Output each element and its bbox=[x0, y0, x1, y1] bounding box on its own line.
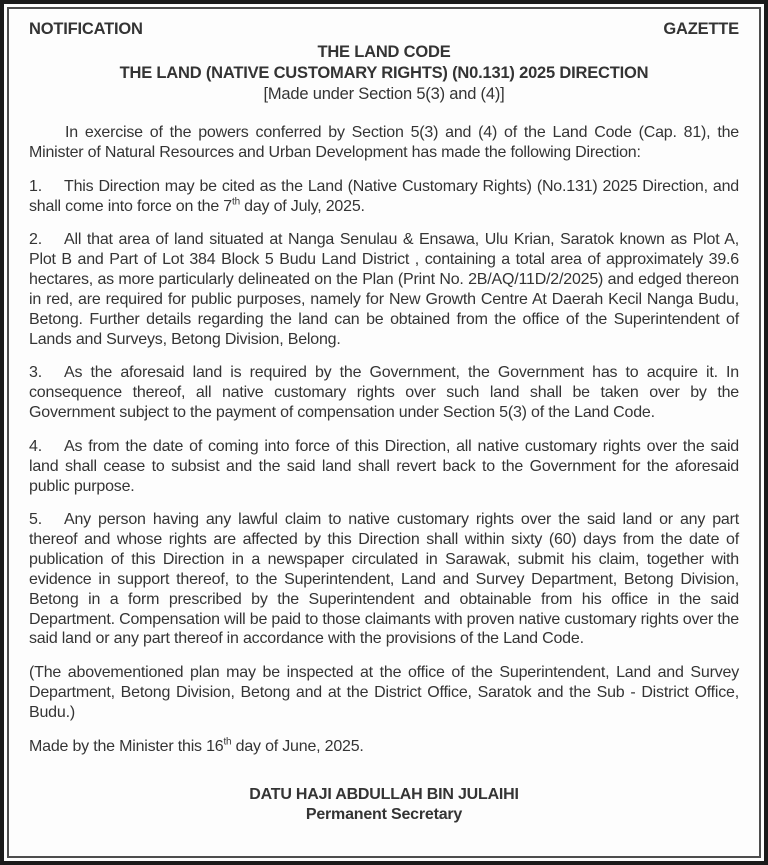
direction-item-4 bbox=[29, 437, 739, 496]
item-number: 2. bbox=[29, 231, 42, 249]
direction-item-1 bbox=[29, 177, 739, 217]
notice-frame bbox=[7, 7, 761, 858]
header-gazette-label: GAZETTE bbox=[663, 20, 739, 38]
made-by-line bbox=[29, 737, 739, 757]
item-number: 3. bbox=[29, 364, 42, 382]
title-block bbox=[29, 42, 739, 105]
item-number: 1. bbox=[29, 177, 42, 195]
header-notification-label: NOTIFICATION bbox=[29, 20, 143, 38]
header-row bbox=[29, 19, 739, 39]
item-text-tail: day of July, 2025. bbox=[239, 197, 365, 215]
signatory-title: Permanent Secretary bbox=[305, 806, 463, 824]
item-number: 5. bbox=[29, 511, 42, 529]
made-by-text: Made by the Minister this 16 bbox=[29, 737, 224, 755]
item-text: This Direction may be cited as the Land (Native Customary Rights) (No.131) 2025 Direction, and shall come into force on the 7 bbox=[29, 177, 739, 215]
item-number: 4. bbox=[29, 437, 42, 455]
ordinal-superscript: th bbox=[232, 196, 240, 208]
intro-paragraph: In exercise of the powers conferred by Section 5(3) and (4) of the Land Code (Cap. 81), the Minister of Natural Resources and Urban Development has made the following Direction: bbox=[29, 124, 739, 161]
direction-item-3 bbox=[29, 363, 739, 422]
item-text: As the aforesaid land is required by the Government, the Government has to acquire it. In consequence thereof, all native customary rights over such land shall be taken over by the Government subject to the payment of compensation under Section 5(3) of the Land Code. bbox=[29, 364, 739, 422]
direction-item-5 bbox=[29, 510, 739, 649]
ordinal-superscript: th bbox=[223, 736, 232, 748]
item-text: Any person having any lawful claim to native customary rights over the said land or any part thereof and whose rights are affected by this Direction shall within sixty (60) days from the date of publication of this Direction in a newspaper circulated in Sarawak, submit his claim, together with evidence in support thereof, to the Superintendent, Land and Survey Department, Betong Division, Betong in a form prescribed by the Superintendent and obtainable from his office in the said Department. Compensation will be paid to those claimants with proven native customary rights over the said land or any part thereof in accordance with the provisions of the Land Code. bbox=[29, 511, 739, 648]
plan-inspection-note: (The abovementioned plan may be inspected at the office of the Superintendent, Land and Survey Department, Betong Division, Betong and at the District Office, Saratok and the Sub - District Office, Budu.) bbox=[29, 664, 739, 721]
doc-title: THE LAND CODE bbox=[317, 43, 451, 62]
doc-subtitle: THE LAND (NATIVE CUSTOMARY RIGHTS) (N0.131) 2025 DIRECTION bbox=[119, 64, 649, 83]
direction-item-2 bbox=[29, 230, 739, 349]
signatory-name: DATU HAJI ABDULLAH BIN JULAIHI bbox=[249, 785, 519, 803]
item-text: All that area of land situated at Nanga Senulau & Ensawa, Ulu Krian, Saratok known as Plot A, Plot B and Part of Lot 384 Block 5 Budu Land District , containing a total area of approximately 39.6 hectares, as more particularly delineated on the Plan (Print No. 2B/AQ/11D/2/2025) and edged thereon in red, are required for public purposes, namely for New Growth Centre At Daerah Kecil Nanga Budu, Betong. Further details regarding the land can be obtained from the office of the Superintendent of Lands and Surveys, Betong Division, Belong. bbox=[29, 231, 739, 348]
made-under-line: [Made under Section 5(3) and (4)] bbox=[263, 84, 505, 103]
signature-block bbox=[29, 785, 739, 827]
item-text: As from the date of coming into force of this Direction, all native customary rights over the said land shall cease to subsist and the said land shall revert back to the Government for the aforesaid public purpose. bbox=[29, 437, 739, 495]
made-by-tail: day of June, 2025. bbox=[231, 737, 364, 755]
